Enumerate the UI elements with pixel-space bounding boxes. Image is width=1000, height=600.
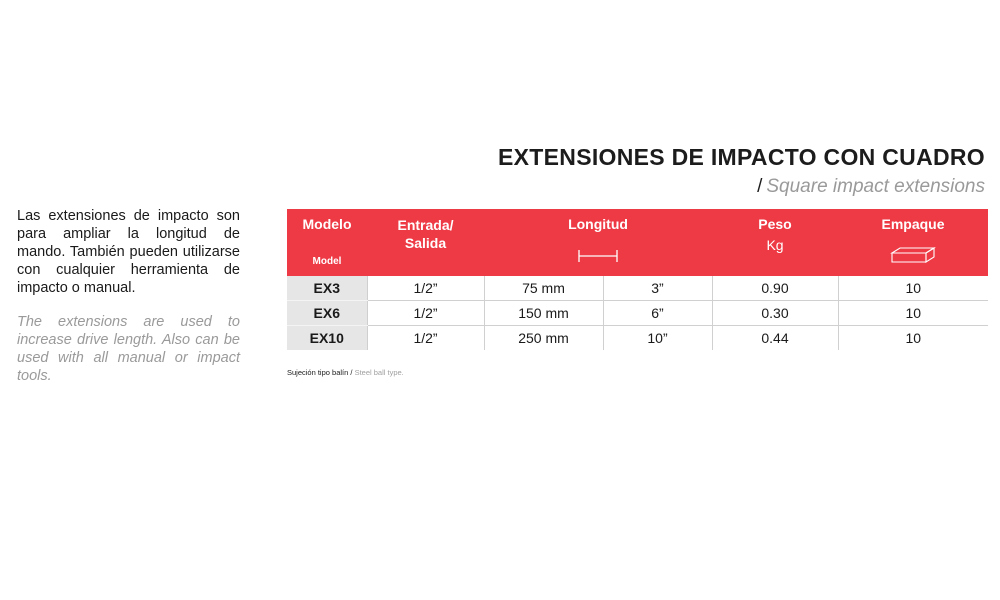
table-row [287,276,988,301]
header-model-label: Modelo [302,216,352,232]
description-english: The extensions are used to increase drive length. Also can be used with all manual or impact tools. [17,314,240,384]
package-box-icon [838,247,988,266]
cell-length-in: 10” [603,326,712,351]
cell-pack: 10 [838,276,988,301]
page-subtitle [757,176,985,198]
table-row [287,326,988,351]
footnote [287,368,404,377]
header-salida-label: Salida [404,235,447,251]
header-entrada-salida [367,209,484,276]
spec-table [287,209,988,350]
cell-drive: 1/2” [367,276,484,301]
header-peso [712,209,838,276]
cell-drive: 1/2” [367,326,484,351]
header-model-english: Model [312,256,342,267]
subtitle-text: Square impact extensions [766,176,985,197]
header-model [287,209,367,276]
header-longitud-label: Longitud [568,216,628,232]
table-row [287,301,988,326]
header-longitud [484,209,712,276]
cell-weight: 0.44 [712,326,838,351]
header-peso-label: Peso [758,216,792,232]
cell-pack: 10 [905,330,922,346]
table-header-row [287,209,988,276]
cell-model: EX10 [287,326,367,351]
subtitle-slash: / [757,176,763,197]
footnote-english: Steel ball type. [354,368,404,377]
page-title: EXTENSIONES DE IMPACTO CON CUADRO [498,144,985,170]
cell-weight: 0.90 [712,276,838,301]
cell-weight: 0.30 [712,301,838,326]
description-spanish: Las extensiones de impacto son para ampliar la longitud de mando. También pueden utilizarse con cualquier herramienta de impacto o manual. [17,208,240,296]
cell-model: EX6 [287,301,367,326]
header-peso-unit: Kg [766,237,784,253]
cell-model: EX3 [287,276,367,301]
cell-drive: 1/2” [367,301,484,326]
header-empaque [838,209,988,276]
cell-pack: 10 [838,301,988,326]
cell-length-mm: 150 mm [484,301,603,326]
cell-length-mm: 250 mm [484,326,603,351]
cell-length-mm: 75 mm [484,276,603,301]
header-entrada-label: Entrada/ [397,217,454,233]
footnote-spanish: Sujeción tipo balín / [287,368,353,377]
cell-length-in: 3” [603,276,712,301]
length-dimension-icon [484,249,712,266]
cell-length-in: 6” [603,301,712,326]
header-empaque-label: Empaque [881,216,945,232]
